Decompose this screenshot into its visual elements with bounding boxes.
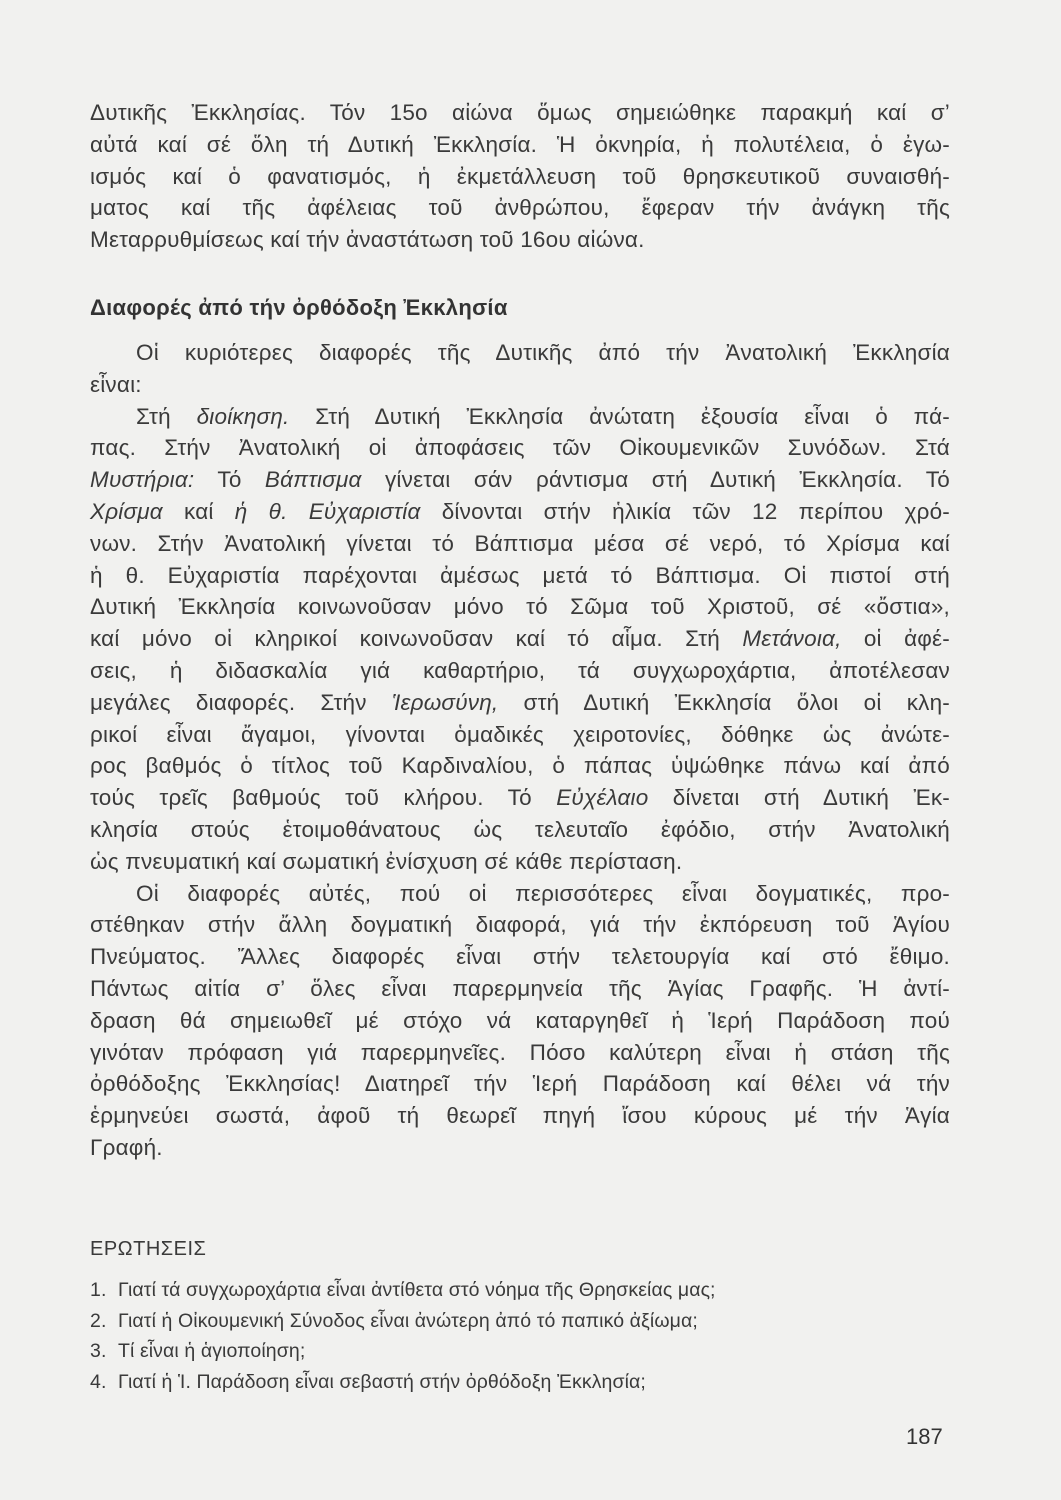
question-text: Γιατί ἡ Ἱ. Παράδοση εἶναι σεβαστή στήν ὀρθόδοξη Ἐκκλησία; — [118, 1370, 646, 1393]
text-line: Πνεύματος. Ἄλλες διαφορές εἶναι στήν τελετουργία καί στό ἔθιμο. — [90, 944, 950, 970]
text-line: στέθηκαν στήν ἄλλη δογματική διαφορά, γιά τήν ἐκπόρευση τοῦ Ἁγίου — [90, 912, 950, 938]
question-item — [90, 1275, 950, 1306]
text-line: Στή διοίκηση. Στή Δυτική Ἐκκλησία ἀνώτατη ἐξουσία εἶναι ὁ πά- — [136, 403, 950, 429]
text-line: ἡ θ. Εὐχαριστία παρέχονται ἀμέσως μετά τό Βάπτισμα. Οἱ πιστοί στή — [90, 562, 950, 588]
text-line: Πάντως αἰτία σ’ ὅλες εἶναι παρερμηνεία τῆς Ἁγίας Γραφῆς. Ἡ ἀντί- — [90, 975, 950, 1001]
question-text: Γιατί ἡ Οἰκουμενική Σύνοδος εἶναι ἀνώτερη ἀπό τό παπικό ἀξίωμα; — [118, 1309, 698, 1332]
text-line: ὀρθόδοξης Ἐκκλησίας! Διατηρεῖ τήν Ἱερή Παράδοση καί θέλει νά τήν — [90, 1071, 950, 1097]
text-line: αὐτά καί σέ ὅλη τή Δυτική Ἐκκλησία. Ἡ ὀκνηρία, ἡ πολυτέλεια, ὁ ἐγω- — [90, 131, 950, 157]
question-number: 4. — [90, 1370, 107, 1393]
question-number: 3. — [90, 1340, 107, 1362]
text-line: ρος βαθμός ὁ τίτλος τοῦ Καρδιναλίου, ὁ πάπας ὑψώθηκε πάνω καί ἀπό — [90, 753, 950, 779]
question-item — [90, 1306, 950, 1337]
text-line: Χρίσμα καί ἡ θ. Εὐχαριστία δίνονται στήν ἡλικία τῶν 12 περίπου χρό- — [90, 498, 950, 524]
text-line: ισμός καί ὁ φανατισμός, ἡ ἐκμετάλλευση τοῦ θρησκευτικοῦ συναισθή- — [90, 163, 950, 189]
text-line: ἑρμηνεύει σωστά, ἀφοῦ τή θεωρεῖ πηγή ἴσου κύρους μέ τήν Ἁγία — [90, 1103, 950, 1129]
text-line: Δυτικῆς Ἐκκλησίας. Τόν 15ο αἰώνα ὅμως σημειώθηκε παρακμή καί σ’ — [90, 100, 950, 125]
text-line: καί μόνο οἱ κληρικοί κοινωνοῦσαν καί τό αἷμα. Στή Μετάνοια, οἱ ἀφέ- — [90, 626, 950, 652]
questions-list — [90, 1275, 950, 1397]
text-line: ρικοί εἶναι ἄγαμοι, γίνονται ὁμαδικές χειροτονίες, δόθηκε ὡς ἀνώτε- — [90, 721, 950, 747]
text-line: σεις, ἡ διδασκαλία γιά καθαρτήριο, τά συγχωροχάρτια, ἀποτέλεσαν — [90, 657, 950, 683]
paragraph-intro — [90, 97, 950, 256]
question-number: 2. — [90, 1309, 107, 1332]
question-text: Τί εἶναι ἡ ἁγιοποίηση; — [118, 1340, 306, 1362]
text-line: εἶναι: — [90, 371, 142, 397]
text-line: Οἱ κυριότερες διαφορές τῆς Δυτικῆς ἀπό τήν Ἀνατολική Ἐκκλησία — [136, 340, 950, 365]
text-line: Οἱ διαφορές αὐτές, πού οἱ περισσότερες εἶναι δογματικές, προ- — [136, 880, 950, 906]
text-line: πας. Στήν Ἀνατολική οἱ ἀποφάσεις τῶν Οἰκουμενικῶν Συνόδων. Στά — [90, 435, 950, 461]
page-number: 187 — [906, 1424, 943, 1449]
text-line: Μεταρρυθμίσεως καί τήν ἀναστάτωση τοῦ 16ου αἰώνα. — [90, 227, 645, 253]
section-body — [90, 337, 950, 1164]
text-line: νων. Στήν Ἀνατολική γίνεται τό Βάπτισμα μέσα σέ νερό, τό Χρίσμα καί — [90, 530, 950, 556]
text-line: Γραφή. — [90, 1134, 163, 1160]
text-line: Μυστήρια: Τό Βάπτισμα γίνεται σάν ράντισμα στή Δυτική Ἐκκλησία. Τό — [90, 467, 950, 493]
section-heading: Διαφορές ἀπό τήν ὀρθόδοξη Ἐκκλησία — [90, 295, 508, 320]
question-item — [90, 1336, 950, 1367]
text-line: ματος καί τῆς ἀφέλειας τοῦ ἀνθρώπου, ἔφεραν τήν ἀνάγκη τῆς — [90, 195, 950, 221]
question-item — [90, 1367, 950, 1398]
text-line: Δυτική Ἐκκλησία κοινωνοῦσαν μόνο τό Σῶμα τοῦ Χριστοῦ, σέ «ὄστια», — [90, 594, 950, 620]
questions-title: ΕΡΩΤΗΣΕΙΣ — [90, 1238, 207, 1260]
text-line: ὡς πνευματική καί σωματική ἐνίσχυση σέ κάθε περίσταση. — [90, 848, 683, 874]
text-line: μεγάλες διαφορές. Στήν Ἱερωσύνη, στή Δυτική Ἐκκλησία ὅλοι οἱ κλη- — [90, 689, 950, 715]
text-line: γινόταν πρόφαση γιά παρερμηνεῖες. Πόσο καλύτερη εἶναι ἡ στάση τῆς — [90, 1039, 950, 1065]
text-line: τούς τρεῖς βαθμούς τοῦ κλήρου. Τό Εὐχέλαιο δίνεται στή Δυτική Ἐκ- — [90, 785, 950, 811]
text-line: κλησία στούς ἑτοιμοθάνατους ὡς τελευταῖο ἐφόδιο, στήν Ἀνατολική — [90, 816, 950, 842]
question-text: Γιατί τά συγχωροχάρτια εἶναι ἀντίθετα στό νόημα τῆς Θρησκείας μας; — [118, 1279, 716, 1301]
text-line: δραση θά σημειωθεῖ μέ στόχο νά καταργηθεῖ ἡ Ἱερή Παράδοση πού — [90, 1007, 950, 1033]
question-number: 1. — [90, 1279, 107, 1301]
